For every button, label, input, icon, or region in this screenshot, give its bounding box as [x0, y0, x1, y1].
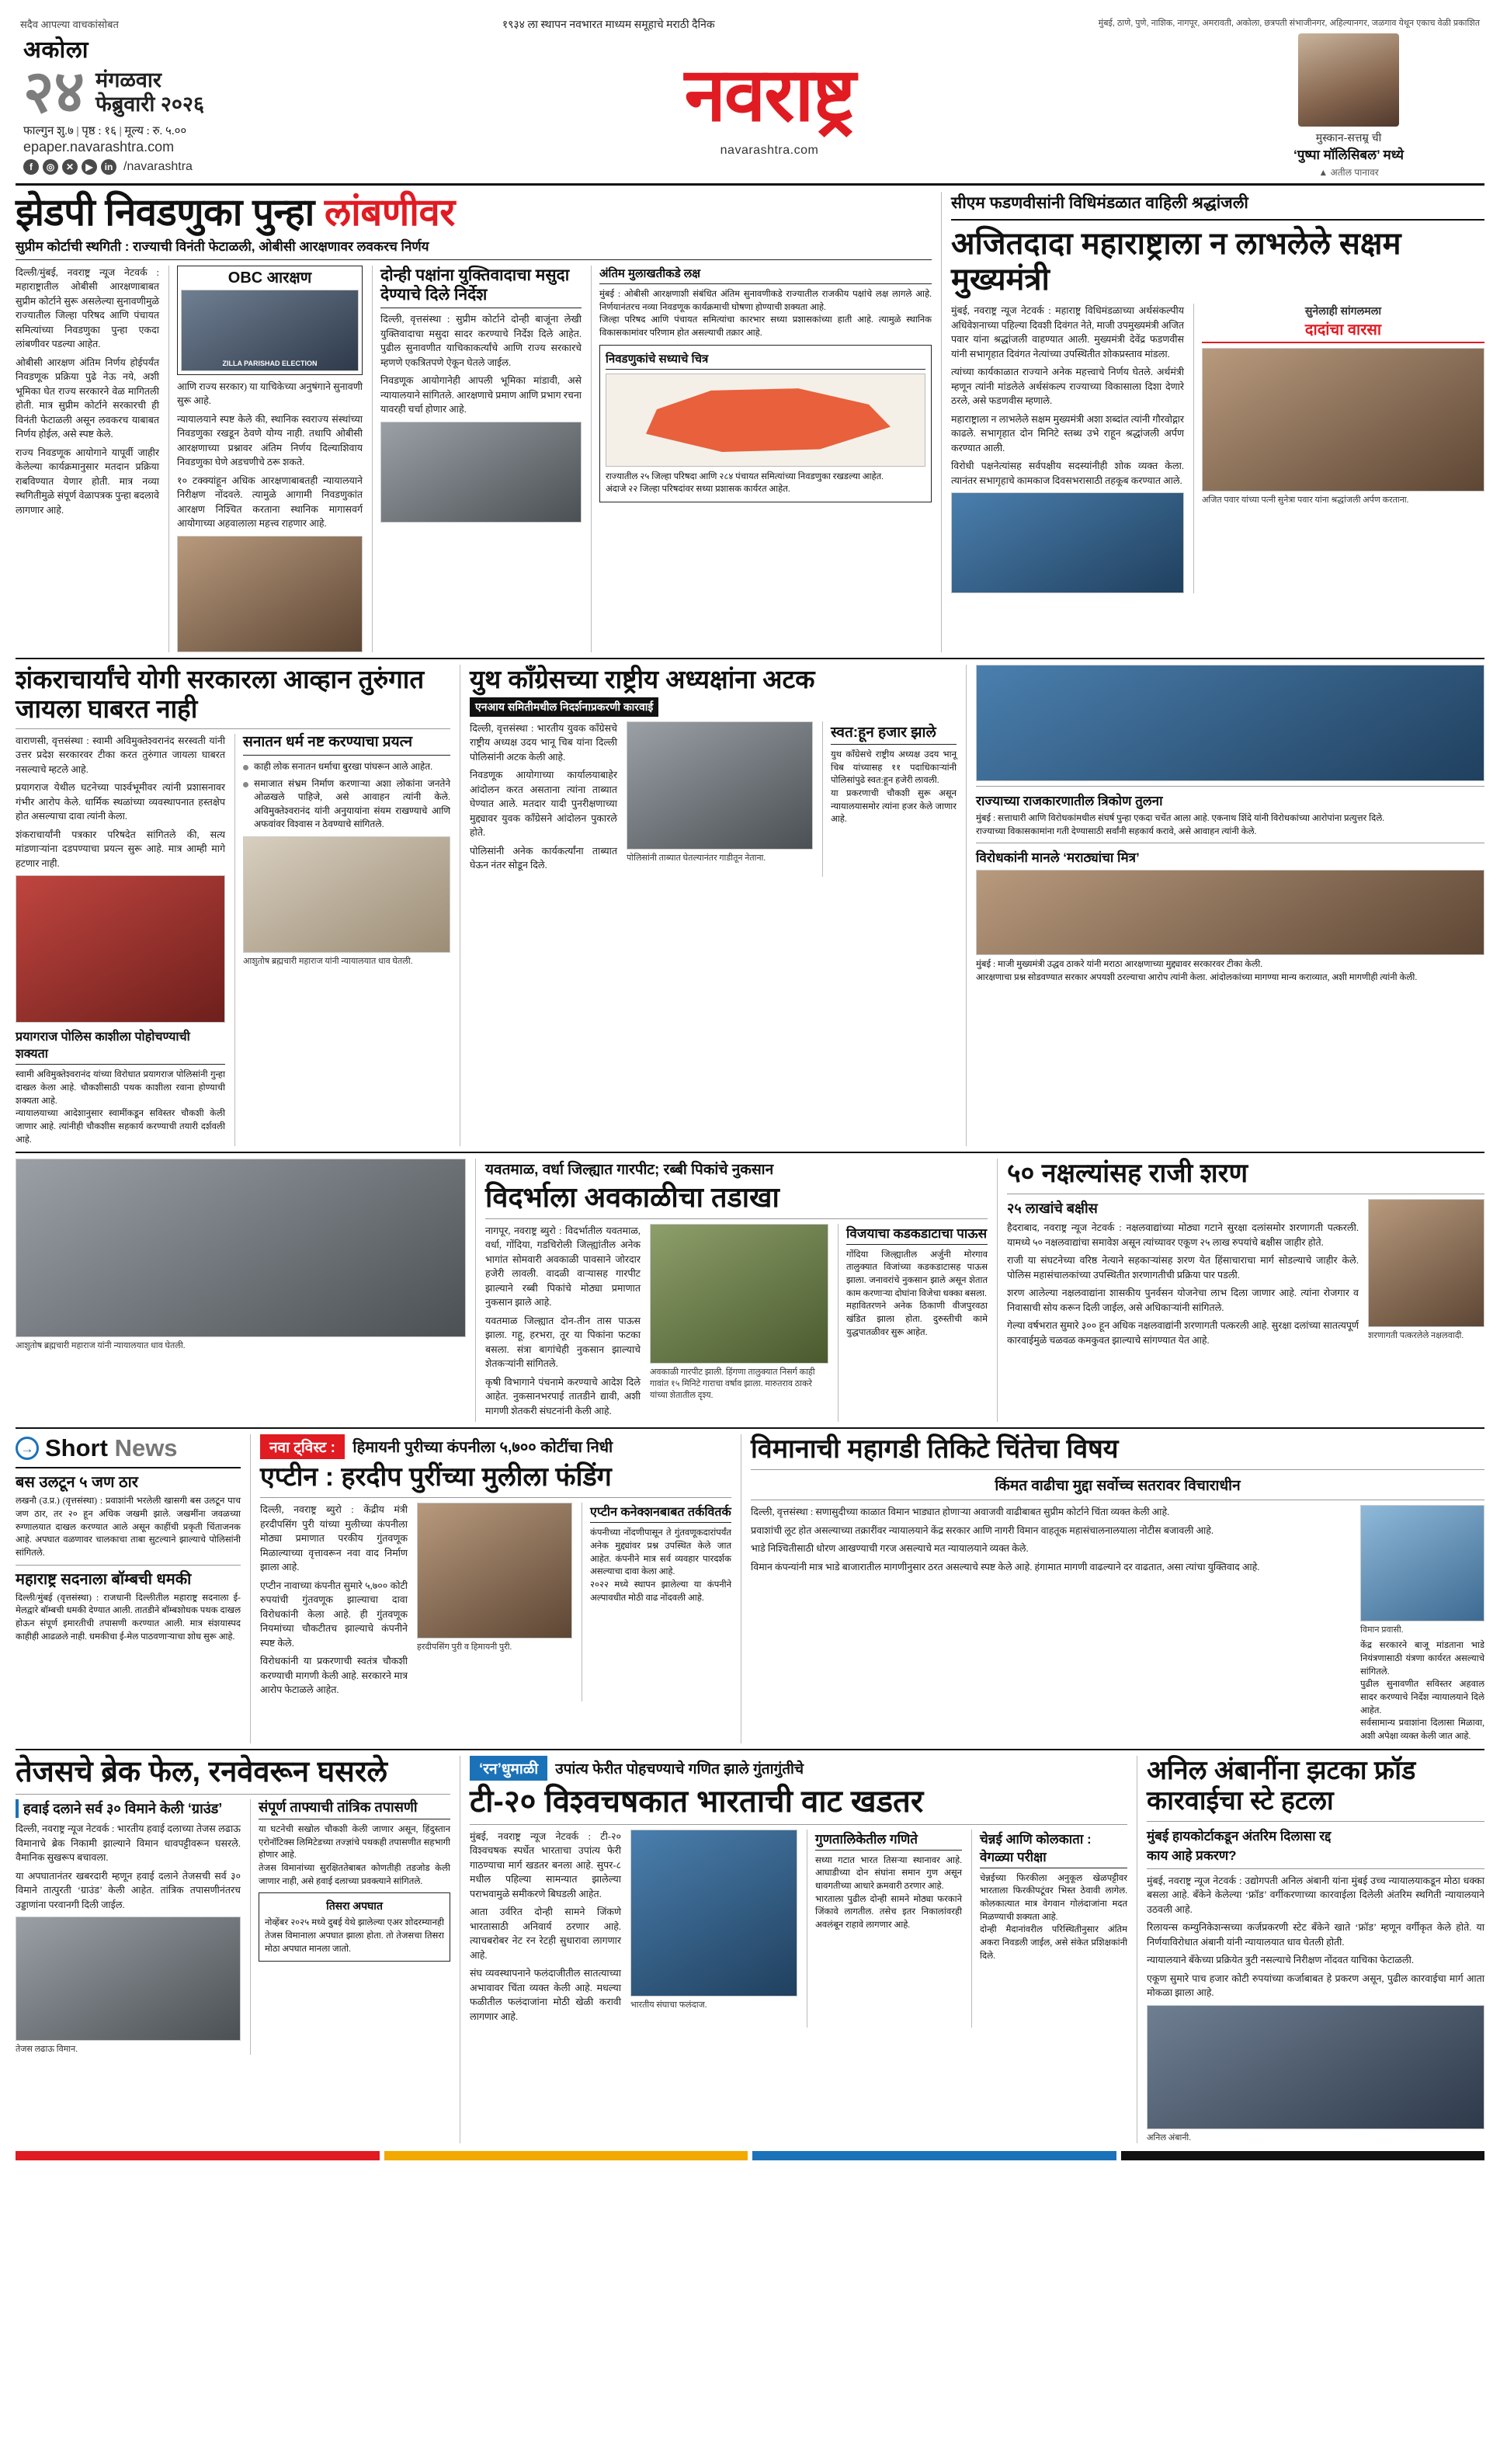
month-year: फेब्रुवारी २०२६ — [95, 92, 204, 116]
color-bar-blue — [752, 2151, 1116, 2160]
shortnews-1-head: बस उलटून ५ जण ठार — [16, 1474, 138, 1492]
lead-col-4 — [591, 266, 932, 652]
lead-headline-red: लांबणीवर — [324, 192, 455, 234]
obc-kicker: OBC आरक्षण — [227, 269, 312, 287]
hardeep-ribbon-rest: हिमायनी पुरीच्या कंपनीला ५,७०० कोटींचा निधी — [352, 1439, 613, 1457]
hardeep-ribbon: नवा ट्विस्ट : — [260, 1434, 345, 1459]
uddhav-headline: विरोधकांनी मानले ‘मराठ्यांचा मित्र’ — [976, 850, 1140, 866]
youtube-icon[interactable]: ▶ — [82, 159, 97, 175]
naxal-p4: गेल्या वर्षभरात सुमारे ३०० हून अधिक नक्षलवाद्यांनी शरणागती पत्करली आहे. सुरक्षा दलांच्या सातत्यपूर्ण कारवाईमुळे चळवळ कमकुवत झाल्याचे सांगण्यात येत आहे. — [1007, 1320, 1359, 1346]
lead-col2-p3: १० टक्क्यांहून अधिक आरक्षणाबाबतही न्यायालयाने निरीक्षण नोंदवले. त्यामुळे आगामी निवडणुकांत आरक्षण निश्चित करताना स्थानिक मागासवर्ग आयोगाच्या अहवालाला महत्त्व राहणार आहे. — [177, 474, 363, 530]
lead-col1-p2: ओबीसी आरक्षण अंतिम निर्णय होईपर्यंत निवडणूक प्रक्रिया पुढे नेऊ नये, अशी भूमिका घेत राज्य सरकारने वेळ मागितली होती. मात्र सुप्रीम कोर्टाने सरकारची ही विनंती फेटाळली असून लवकरच याबाबत निर्णय होईल, असे स्पष्ट केले. — [16, 356, 159, 440]
ambani-headline: अनिल अंबानींना झटका फ्रॉड कारवाईचा स्टे हटला — [1147, 1755, 1416, 1816]
politics-minis — [966, 665, 1484, 1146]
cricket-mid-p1: सध्या गटात भारत तिसऱ्या स्थानावर आहे. आघाडीच्या दोन संघांना समान गुण असून धावगतीच्या आधारे क्रमवारी ठरणार आहे. — [815, 1855, 962, 1892]
fourth-band — [16, 1434, 1484, 1743]
social-row — [23, 159, 326, 175]
tejas-sidebox-p2: तेजस विमानांच्या सुरक्षिततेबाबत कोणतीही तडजोड केली जाणार नाही, असे हवाई दलाच्या प्रवक्त्याने सांगितले. — [259, 1864, 450, 1886]
ambani-sub2: काय आहे प्रकरण? — [1147, 1847, 1237, 1863]
hardeep-photo — [417, 1503, 572, 1639]
edition-city: अकोला — [23, 37, 89, 64]
shortnews-1-body: लखनौ (उ.प्र.) (वृत्तसंस्था) : प्रवाशांनी भरलेली खासगी बस उलटून पाच जण ठार, तर २० हून अधिक जखमी झाले. जखमींना जवळच्या रुग्णालयात दाखल करण्यात आले असून काहींची प्रकृती चिंताजनक आहे. अपघात वळणावर चालकाचा ताबा सुटल्याने झाल्याचे पोलिसांनी सांगितले. — [16, 1496, 241, 1558]
naxal-photo-caption: शरणागती पत्करलेले नक्षलवादी. — [1368, 1331, 1464, 1341]
uddhav-p1: मुंबई : माजी मुख्यमंत्री उद्धव ठाकरे यांनी मराठा आरक्षणाच्या मुद्द्यावर सरकारवर टीका केली. — [976, 960, 1263, 970]
shank-second-p2: न्यायालयाच्या आदेशानुसार स्वामींकडून सविस्तर चौकशी केली जाणार आहे. त्यांनीही चौकशीस सहकार्य करण्याची तयारी दर्शवली आहे. — [16, 1109, 225, 1145]
shankaracharya-headline: शंकराचार्यांचे योगी सरकारला आव्हान तुरुंगात जायला घाबरत नाही — [16, 664, 425, 723]
date-number: २४ — [23, 59, 85, 126]
shank-p3: शंकराचार्यांनी पत्रकार परिषदेत सांगितले की, सत्य मांडणाऱ्यांना दडपण्याचा प्रयत्न सुरू आहे. मात्र आम्ही मागे हटणार नाही. — [16, 829, 225, 869]
naxal-p1: हैदराबाद, नवराष्ट्र न्यूज नेटवर्क : नक्षलवाद्यांच्या मोठ्या गटाने सुरक्षा दलांसमोर शरणागती पत्करली. यामध्ये ५० नक्षलवाद्यांचा समावेश असून त्यांच्यावर एकूण २५ लाख रुपयांचे बक्षीस जाहीर होते. — [1007, 1222, 1359, 1248]
tejas-mini-body: नोव्हेंबर २०२५ मध्ये दुबई येथे झालेल्या एअर शोदरम्यानही तेजस विमानाला अपघात झाला होता. तो तेजसचा तिसरा मोठा अपघात मानला जातो. — [265, 1918, 444, 1954]
third-band — [16, 1159, 1484, 1422]
shank-rally-photo — [16, 1159, 466, 1337]
lead-col2-p1: आणि राज्य सरकार) या याचिकेच्या अनुषंगाने सुनावणी सुरू आहे. — [177, 381, 363, 407]
mapbox-p2: अंदाजे २२ जिल्हा परिषदांवर सध्या प्रशासक कार्यरत आहेत. — [606, 485, 790, 495]
yc-sidebar-head: स्वत:हून हजार झाले — [831, 721, 957, 745]
shortnews-2-body: दिल्ली/मुंबई (वृत्तसंस्था) : राजधानी दिल्लीतील महाराष्ट्र सदनाला ई-मेलद्वारे बॉम्बची धमकी देण्यात आली. तातडीने बॉम्बशोधक पथक दाखल होऊन संपूर्ण इमारतीची तपासणी करण्यात आली. मात्र संशयास्पद काहीही आढळले नाही. धमकीचा ई-मेल पाठवणाऱ्याचा शोध सुरू आहे. — [16, 1593, 241, 1642]
tejas-p1: दिल्ली, नवराष्ट्र न्यूज नेटवर्क : भारतीय हवाई दलाच्या तेजस लढाऊ विमानाचे ब्रेक निकामी झाल्याने विमान धावपट्टीवरून घसरले. वैमानिक सुखरूप बचावला. — [16, 1823, 241, 1864]
social-handle: /navarashtra — [123, 159, 193, 173]
airfare-p2: प्रवाशांची लूट होत असल्याच्या तक्रारींवर न्यायालयाने केंद्र सरकार आणि नागरी विमान वाहतूक महासंचालनालयाला नोटीस बजावली आहे. — [751, 1524, 1214, 1536]
color-bar-black — [1121, 2151, 1485, 2160]
cricket-photo-caption: भारतीय संघाचा फलंदाज. — [630, 2000, 707, 2010]
naxal-sub: २५ लाखांचे बक्षीस — [1007, 1201, 1098, 1217]
shank-rally-caption: आशुतोष ब्रह्मचारी महाराज यांनी न्यायालयात धाव घेतली. — [16, 1341, 186, 1351]
shinde-headline: राज्याच्या राजकारणातील त्रिकोण तुलना — [976, 793, 1163, 808]
cm-sidebox-head1: सुनेलाही सांगलमला — [1304, 304, 1382, 317]
lead-headline-black: झेडपी निवडणुका पुन्हा — [16, 192, 325, 234]
top-strip — [16, 14, 1484, 33]
masthead-logo — [326, 55, 1213, 158]
lead-col4-head: अंतिम मुलाखतीकडे लक्ष — [599, 266, 932, 284]
footer-color-bar — [16, 2151, 1484, 2160]
vidarbha-story — [475, 1159, 988, 1422]
airfare-r2: पुढील सुनावणीत सविस्तर अहवाल सादर करण्याचे निर्देश न्यायालयाने दिले आहेत. — [1360, 1680, 1484, 1715]
cm-headline: अजितदादा महाराष्ट्राला न लाभलेले सक्षम मुख्यमंत्री — [951, 227, 1401, 297]
vidarbha-photo — [650, 1224, 828, 1364]
naxal-headline: ५० नक्षल्यांसह राजी शरण — [1007, 1159, 1248, 1189]
vidarbha-kicker: यवतमाळ, वर्धा जिल्ह्यात गारपीट; रब्बी पिकांचे नुकसान — [485, 1162, 774, 1179]
shankaracharya-story — [16, 665, 450, 1146]
vidarbha-sidebox-head: विजयाचा कडकडाटाचा पाऊस — [846, 1224, 988, 1245]
second-band — [16, 665, 1484, 1146]
instagram-icon[interactable]: ◎ — [43, 159, 58, 175]
yc-p1: दिल्ली, वृत्तसंस्था : भारतीय युवक काँग्रेसचे राष्ट्रीय अध्यक्ष उदय भानू चिब यांना दिल्ली पोलिसांनी अटक केली आहे. — [470, 722, 617, 763]
lead-col4-p1: मुंबई : ओबीसी आरक्षणाशी संबंधित अंतिम सुनावणीकडे राज्यातील राजकीय पक्षांचे लक्ष लागले आहे. निर्णयानंतरच नव्या निवडणूक कार्यक्रमाची घोषणा होण्याची शक्यता आहे. — [599, 289, 932, 312]
cm-sidebox-caption: अजित पवार यांच्या पत्नी सुनेत्रा पवार यांना श्रद्धांजली अर्पण करताना. — [1202, 495, 1409, 505]
lead-col1-p1: दिल्ली/मुंबई, नवराष्ट्र न्यूज नेटवर्क : महाराष्ट्रातील ओबीसी आरक्षणाबाबत सुप्रीम कोर्टाने सुरू असलेल्या सुनावणीमुळे राज्यातील जिल्हा परिषद आणि पंचायत समित्यांच्या निवडणुका पुन्हा एकदा लांबणीवर पडल्या आहेत. — [16, 266, 159, 350]
obc-photo-label: ZILLA PARISHAD ELECTION — [222, 359, 318, 367]
lead-col-3 — [372, 266, 582, 652]
yc-photo — [627, 721, 813, 850]
naxal-story — [997, 1159, 1484, 1422]
lead-col3-head: दोन्ही पक्षांना युक्तिवादाचा मसुदा देण्याचे दिले निर्देश — [380, 266, 582, 308]
airfare-r3: सर्वसामान्य प्रवाशांना दिलासा मिळावा, अशी अपेक्षा व्यक्त केली जात आहे. — [1360, 1719, 1484, 1742]
shank-second-head: प्रयागराज पोलिस काशीला पोहोचण्याची शक्यता — [16, 1027, 225, 1065]
cm-p3: महाराष्ट्राला न लाभलेले सक्षम मुख्यमंत्री अशा शब्दांत त्यांनी गौरवोद्गार काढले. सभागृहात दोन मिनिटे स्तब्ध उभे राहून श्रद्धांजली अर्पण करण्यात आली. — [951, 413, 1184, 454]
vidarbha-sidebox-p2: महावितरणने अनेक ठिकाणी वीजपुरवठा खंडित झाला होता. दुरुस्तीची कामे युद्धपातळीवर सुरू आहेत. — [846, 1302, 988, 1337]
cricket-sub2-p1: चेन्नईच्या फिरकीला अनुकूल खेळपट्टीवर भारताला फिरकीपटूंवर भिस्त ठेवावी लागेल. कोलकात्यात मात्र वेगवान गोलंदाजांना मदत मिळण्याची शक्यता आहे. — [980, 1873, 1127, 1922]
hardeep-p1: दिल्ली, नवराष्ट्र ब्युरो : केंद्रीय मंत्री हरदीपसिंग पुरी यांच्या मुलीच्या कंपनीला मोठ्या प्रमाणात परकीय गुंतवणूक मिळाल्याच्या वृत्तावरून नवा वाद निर्माण झाला आहे. — [260, 1504, 408, 1573]
cricket-mid-p2: भारताला पुढील दोन्ही सामने मोठ्या फरकाने जिंकावे लागतील. तसेच इतर निकालांवरही अवलंबून राहावे लागणार आहे. — [815, 1894, 962, 1931]
shinde-p1: मुंबई : सत्ताधारी आणि विरोधकांमधील संघर्ष पुन्हा एकदा चर्चेत आला आहे. एकनाथ शिंदे यांनी विरोधकांच्या आरोपांना प्रत्युत्तर दिले. — [976, 813, 1385, 823]
twitter-x-icon[interactable]: ✕ — [62, 159, 78, 175]
shank-p2: प्रयागराज येथील घटनेच्या पार्श्वभूमीवर त्यांनी प्रशासनावर गंभीर आरोप केले. धार्मिक स्थळांच्या व्यवस्थापनात हस्तक्षेप होत असल्याचा दावा त्यांनी केला. — [16, 782, 225, 822]
hardeep-headline: एप्टीन : हरदीप पुरींच्या मुलीला फंडिंग — [260, 1462, 612, 1493]
shank-bullet-1: काही लोक सनातन धर्माचा बुरखा पांघरून आले आहेत. — [243, 760, 450, 773]
maharashtra-map-icon — [606, 374, 925, 467]
shank-bullet-2: समाजात संभ्रम निर्माण करणाऱ्या अशा लोकांना जनतेने ओळखले पाहिजे, असे आवाहन त्यांनी केले. अविमुक्तेश्वरानंद यांनी अनुयायांना संयम राखण्याचे आणि अफवांवर विश्वास न ठेवण्याचे सांगितले. — [243, 777, 450, 832]
linkedin-icon[interactable]: in — [101, 159, 116, 175]
vid-p2: यवतमाळ जिल्ह्यात दोन-तीन तास पाऊस झाला. गहू, हरभरा, तूर या पिकांना फटका बसला. संत्रा बागांचेही नुकसान झाल्याचे शेतकऱ्यांनी सांगितले. — [485, 1315, 641, 1370]
tejas-sidebox-head: संपूर्ण ताफ्याची तांत्रिक तपासणी — [259, 1799, 450, 1819]
facebook-icon[interactable]: f — [23, 159, 39, 175]
cricket-p1: मुंबई, नवराष्ट्र न्यूज नेटवर्क : टी-२० विश्वचषक स्पर्धेत भारताचा उपांत्य फेरी गाठण्याचा मार्ग खडतर बनला आहे. सुपर-८ मधील पहिल्या सामन्यात झालेल्या पराभवामुळे समीकरणे बिघडली आहेत. — [470, 1830, 621, 1899]
issue-meta: फाल्गुन शु.७ | पृष्ठ : १६ | मूल्य : रु. ५.०० — [23, 125, 187, 138]
airfare-sub: किंमत वाढीचा मुद्दा सर्वोच्च सतरावर विचाराधीन — [995, 1478, 1241, 1495]
lead-speaker-photo — [177, 536, 363, 652]
yc-tagline: एनआय समितीमधील निदर्शनाप्रकरणी कारवाई — [470, 697, 658, 717]
shank-sub-right-head: सनातन धर्म नष्ट करण्याचा प्रयत्न — [243, 734, 450, 756]
hardeep-p3: विरोधकांनी या प्रकरणाची स्वतंत्र चौकशी करण्याची मागणी केली आहे. सरकारने मात्र आरोप फेटाळले आहेत. — [260, 1656, 408, 1696]
website-url[interactable]: navarashtra.com — [720, 143, 819, 157]
lead-col3-p2: निवडणूक आयोगानेही आपली भूमिका मांडावी, असे न्यायालयाने सांगितले. आरक्षणाचे प्रमाण आणि प्रभाग रचना यावरही चर्चा होणार आहे. — [380, 375, 582, 415]
hardeep-sidebox-p1: कंपनीच्या नोंदणीपासून ते गुंतवणूकदारांपर्यंत अनेक मुद्द्यांवर प्रश्न उपस्थित केले जात आहेत. कंपनीने मात्र सर्व व्यवहार पारदर्शक असल्याचा दावा केला आहे. — [590, 1528, 731, 1577]
arrow-right-icon: → — [16, 1437, 39, 1460]
lead-story — [16, 192, 932, 652]
promo-line1: मुस्कान-सत्तम्र्र ची — [1315, 131, 1382, 144]
lead-col-1 — [16, 266, 159, 652]
mapbox-head: निवडणुकांचे सध्याचे चित्र — [606, 351, 925, 370]
vid-p1: नागपूर, नवराष्ट्र ब्युरो : विदर्भातील यवतमाळ, वर्धा, गोंदिया, गडचिरोली जिल्ह्यांतील अनेक भागांत सोमवारी अवकाळी पावसाने जोरदार हजेरी लावली. वादळी वाऱ्यासह गारपीट झाल्याने रब्बी पिकांचे मोठ्या प्रमाणात नुकसान झाले आहे. — [485, 1225, 641, 1308]
cm-story — [941, 192, 1484, 652]
yc-sidebar-p1: युथ काँग्रेसचे राष्ट्रीय अध्यक्ष उदय भानू चिब यांच्यासह ११ पदाधिकाऱ्यांनी पोलिसांपुढे स्वत:हून हजेरी लावली. — [831, 749, 957, 786]
cricket-photo — [630, 1830, 797, 1997]
lead-headline — [16, 192, 932, 235]
newspaper-title: नवराष्ट्र — [684, 53, 855, 137]
naxal-p2: राजी या संघटनेच्या वरिष्ठ नेत्याने सहकाऱ्यांसह शरण येत हिंसाचाराचा मार्ग सोडल्याचे जाहीर केले. पोलिस महासंचालकांच्या उपस्थितीत शरणागतीची प्रक्रिया पार पडली. — [1007, 1255, 1359, 1281]
airfare-story — [741, 1434, 1484, 1743]
election-map-box — [599, 345, 932, 502]
yc-headline: युथ काँग्रेसच्या राष्ट्रीय अध्यक्षांना अटक — [470, 664, 815, 693]
vidarbha-sidebox-p1: गोंदिया जिल्ह्यातील अर्जुनी मोरगाव तालुक्यात विजांच्या कडकडाटासह पाऊस झाला. जनावरांचे नुकसान झाले असून शेतात काम करणाऱ्या दोघांना विजेचा धक्का बसला. — [846, 1249, 988, 1298]
naxal-photo — [1368, 1199, 1484, 1327]
vidarbha-photo-caption: अवकाळी गारपीट झाली. हिंगणा तालुक्यात निसर्ग काही गावांत १५ मिनिटे गाराचा वर्षाव झाला. मारुतराव ठाकरे यांच्या शेतातील दृश्य. — [650, 1367, 815, 1400]
shortnews-2-head: महाराष्ट्र सदनाला बॉम्बची धमकी — [16, 1570, 192, 1588]
vid-p3: कृषी विभागाने पंचनामे करण्याचे आदेश दिले आहेत. नुकसानभरपाई तातडीने द्यावी, अशी मागणी शेतकरी संघटनांनी केली आहे. — [485, 1376, 641, 1416]
shankaracharya-continued — [16, 1159, 466, 1422]
cm-p4: विरोधी पक्षनेत्यांसह सर्वपक्षीय सदस्यांनीही शोक व्यक्त केला. त्यानंतर सभागृहाचे कामकाज दिवसभरासाठी तहकूब करण्यात आले. — [951, 460, 1184, 486]
color-bar-yellow — [384, 2151, 748, 2160]
obc-graphic — [177, 266, 363, 375]
cricket-p2: आता उर्वरित दोन्ही सामने जिंकणे भारतासाठी अनिवार्य ठरणार आहे. त्याचबरोबर नेट रन रेटही सुधारावा लागणार आहे. — [470, 1906, 621, 1961]
airfare-photo — [1360, 1505, 1484, 1621]
airfare-p1: दिल्ली, वृत्तसंस्था : सणासुदीच्या काळात विमान भाड्यात होणाऱ्या अवाजवी वाढीबाबत सुप्रीम कोर्टाने चिंता व्यक्त केली आहे. — [751, 1507, 1170, 1518]
yc-photo-caption: पोलिसांनी ताब्यात घेतल्यानंतर गाडीतून नेताना. — [627, 853, 766, 863]
short-news-section — [16, 1434, 241, 1743]
short-news-item[interactable] — [16, 1473, 241, 1559]
cricket-ribbon: ‘रन’धुमाळी — [470, 1756, 547, 1781]
cricket-sub2-p2: दोन्ही मैदानांवरील परिस्थितीनुसार अंतिम अकरा निवडली जाईल, असे संकेत प्रशिक्षकांनी दिले. — [980, 1925, 1127, 1961]
promo-photo — [1298, 33, 1399, 127]
ambani-p4: एकूण सुमारे पाच हजार कोटी रुपयांच्या कर्जाबाबत हे प्रकरण असून, पुढील कारवाईचा मार्ग आता मोकळा झाला आहे. — [1147, 1972, 1484, 1999]
mapbox-p1: राज्यातील २५ जिल्हा परिषदा आणि २८४ पंचायत समित्यांच्या निवडणुका रखडल्या आहेत. — [606, 471, 884, 481]
cm-p1: मुंबई, नवराष्ट्र न्यूज नेटवर्क : महाराष्ट्र विधिमंडळाच्या अर्थसंकल्पीय अधिवेशनाच्या पहिल्या दिवशी दिवंगत नेते, माजी उपमुख्यमंत्री अजित पवार यांना श्रद्धांजली वाहण्यात आली. मुख्यमंत्री देवेंद्र फडणवीस यांनी सभागृहात दिवंगत नेत्यांच्या उपस्थितीत शोकप्रस्ताव मांडला. — [951, 305, 1184, 360]
lead-col2-p2: न्यायालयाने स्पष्ट केले की, स्थानिक स्वराज्य संस्थांच्या निवडणुका रखडून ठेवणे योग्य नाही. तथापि ओबीसी आरक्षणाच्या प्रश्नावर अंतिम निर्णय दिल्याशिवाय निवडणुका घेणे अडचणीचे ठरू शकते. — [177, 413, 363, 468]
shinde-photo — [976, 665, 1484, 781]
obc-photo — [181, 290, 359, 371]
cricket-p3: संघ व्यवस्थापनाने फलंदाजीतील सातत्याच्या अभावावर चिंता व्यक्त केली आहे. मधल्या फळीतील फलंदाजांना मोठी खेळी करावी लागणार आहे. — [470, 1968, 621, 2022]
masthead — [16, 33, 1484, 186]
lead-col1-p3: राज्य निवडणूक आयोगाने यापूर्वी जाहीर केलेल्या कार्यक्रमानुसार मतदान प्रक्रिया राबविण्यात येणार होती. मात्र नव्या स्थगितीमुळे संपूर्ण वेळापत्रक पुन्हा बदलावे लागणार आहे. — [16, 447, 159, 516]
youth-congress-story — [460, 665, 957, 1146]
cm-body-col — [951, 304, 1184, 593]
short-news-title-b: News — [114, 1434, 178, 1462]
airfare-p3: भाडे निश्चितीसाठी धोरण आखण्याची गरज असल्याचे मत न्यायालयाने व्यक्त केले. — [751, 1543, 1029, 1555]
yc-sidebar-p2: या प्रकरणाची चौकशी सुरू असून न्यायालयासमोर त्यांना हजर केले जाणार आहे. — [831, 788, 957, 825]
shank-second-p1: स्वामी अविमुक्तेश्वरानंद यांच्या विरोधात प्रयागराज पोलिसांनी गुन्हा दाखल केला आहे. चौकशीसाठी पथक काशीला रवाना होण्याची शक्यता आहे. — [16, 1070, 225, 1106]
lead-col4-p2: जिल्हा परिषद आणि पंचायत समित्यांचा कारभार सध्या प्रशासकांच्या हाती आहे. त्यामुळे स्थानिक विकासकामांवर परिणाम होत असल्याची तक्रार आहे. — [599, 315, 932, 338]
shank-court-photo — [243, 836, 450, 953]
shank-photo-caption: आशुतोष ब्रह्मचारी महाराज यांनी न्यायालयात धाव घेतली. — [243, 956, 413, 966]
hardeep-photo-caption: हरदीपसिंग पुरी व हिमायनी पुरी. — [417, 1642, 512, 1653]
ambani-photo — [1147, 2005, 1484, 2129]
ambani-photo-caption: अनिल अंबानी. — [1147, 2132, 1192, 2143]
shankaracharya-photo — [16, 875, 225, 1023]
naxal-p3: शरण आलेल्या नक्षलवाद्यांना शासकीय पुनर्वसन योजनेचा लाभ दिला जाणार आहे. त्यांना रोजगार व निवासाची सोय करून दिली जाईल, असे अधिकाऱ्यांनी सांगितले. — [1007, 1288, 1359, 1313]
editions-line: मुंबई, ठाणे, पुणे, नाशिक, नागपूर, अमरावती, अकोला, छत्रपती संभाजीनगर, अहिल्यानगर, जळगाव येथून एकाच वेळी प्रकाशित — [1098, 19, 1480, 28]
promo-line2: ‘पुष्पा मॉलिसिबल’ मध्ये — [1293, 148, 1404, 162]
lead-col3-photo — [380, 422, 582, 523]
yc-p3: पोलिसांनी अनेक कार्यकर्त्यांना ताब्यात घेऊन नंतर सोडून दिले. — [470, 845, 617, 871]
ambani-story — [1137, 1756, 1484, 2143]
cricket-mid-head: गुणतालिकेतील गणिते — [815, 1830, 962, 1851]
day-of-week: मंगळवार — [95, 68, 161, 92]
vidarbha-headline: विदर्भाला अवकाळीचा तडाखा — [485, 1181, 780, 1214]
map-shape — [630, 385, 901, 455]
short-news-title-a: Short — [45, 1434, 108, 1462]
cm-photo — [951, 492, 1184, 593]
lead-col3-p1: दिल्ली, वृत्तसंस्था : सुप्रीम कोर्टाने दोन्ही बाजूंना लेखी युक्तिवादाचा मसुदा सादर करण्याचे निर्देश दिले आहेत. पुढील सुनावणीत याचिकाकर्त्यांचे आणि राज्य सरकारचे म्हणणे एकत्रितपणे ऐकून घेतले जाईल. — [380, 314, 582, 368]
tejas-photo-caption: तेजस लढाऊ विमान. — [16, 2045, 78, 2055]
cm-sidebox-photo — [1202, 348, 1484, 492]
airfare-photo-caption: विमान प्रवासी. — [1360, 1625, 1404, 1635]
founded-line: १९३४ ला स्थापन नवभारत माध्यम समूहाचे मराठी दैनिक — [502, 19, 715, 31]
date-block — [16, 37, 326, 174]
ambani-sub: मुंबई हायकोर्टाकडून अंतरिम दिलासा रद्द — [1147, 1828, 1332, 1844]
ambani-p2: रिलायन्स कम्युनिकेशन्सच्या कर्जप्रकरणी स्टेट बँकेने खाते ‘फ्रॉड’ म्हणून वर्गीकृत केले होते. या निर्णयाविरोधात अंबानी यांनी न्यायालयात धाव घेतली होती. — [1147, 1922, 1484, 1948]
cm-kicker: सीएम फडणवीसांनी विधिमंडळात वाहिली श्रद्धांजली — [951, 194, 1248, 212]
tejas-p2: या अपघातानंतर खबरदारी म्हणून हवाई दलाने तेजसची सर्व ३० विमाने तात्पुरती ‘ग्राउंड’ केली आहेत. तांत्रिक तपासणीनंतरच उड्डाणांना परवानगी दिली जाईल. — [16, 1870, 241, 1910]
short-news-header — [16, 1434, 241, 1462]
tejas-story — [16, 1756, 450, 2143]
fifth-band — [16, 1756, 1484, 2143]
cricket-story — [460, 1756, 1127, 2143]
tejas-photo — [16, 1917, 241, 2041]
hardeep-story — [250, 1434, 731, 1743]
hardeep-sidebox-head: एप्टीन कनेक्शनबाबत तर्कवितर्क — [590, 1503, 731, 1523]
ambani-p1: मुंबई, नवराष्ट्र न्यूज नेटवर्क : उद्योगपती अनिल अंबानी यांना मुंबई उच्च न्यायालयाकडून मोठा धक्का बसला आहे. बँकेने केलेल्या ‘फ्रॉड’ वर्गीकरणाच्या कारवाईला दिलेली अंतरिम स्थगिती न्यायालयाने उठवली आहे. — [1147, 1875, 1484, 1915]
epaper-link[interactable]: epaper.navarashtra.com — [23, 138, 175, 155]
airfare-r1: केंद्र सरकारने बाजू मांडताना भाडे नियंत्रणासाठी यंत्रणा कार्यरत असल्याचे सांगितले. — [1360, 1641, 1484, 1677]
tejas-sub-head: हवाई दलाने सर्व ३० विमाने केली ‘ग्राउंड’ — [16, 1799, 241, 1818]
masthead-promo[interactable] — [1213, 33, 1484, 179]
tejas-sidebox-p1: या घटनेची सखोल चौकशी केली जाणार असून, हिंदुस्तान एरोनॉटिक्स लिमिटेडच्या तज्ज्ञांचे पथकही तपासणीत सहभागी होणार आहे. — [259, 1825, 450, 1861]
airfare-p4: विमान कंपन्यांनी मात्र भाडे बाजारातील मागणीनुसार ठरत असल्याचे स्पष्ट केले आहे. हंगामात मागणी वाढल्याने दर वाढतात, असा त्यांचा युक्तिवाद आहे. — [751, 1561, 1260, 1573]
top-tagline: सदैव आपल्या वाचकांसोबत — [20, 19, 119, 30]
shank-bullets — [243, 760, 450, 832]
promo-line3: ▲ अतील पानावर — [1318, 167, 1379, 178]
airfare-headline: विमानाची महागडी तिकिटे चिंतेचा विषय — [751, 1434, 1119, 1465]
tejas-headline: तेजसचे ब्रेक फेल, रनवेवरून घसरले — [16, 1755, 387, 1788]
tejas-mini-head: तिसरा अपघात — [326, 1899, 383, 1913]
lead-col-2 — [168, 266, 363, 652]
hardeep-p2: एप्टीन नावाच्या कंपनीत सुमारे ५,७०० कोटी रुपयांची गुंतवणूक झाल्याचा दावा विरोधकांनी केला आहे. ही गुंतवणूक नियमांच्या चौकटीतच झाल्याचे कंपनीने स्पष्ट केले. — [260, 1580, 408, 1649]
cm-sidebox — [1193, 304, 1484, 593]
cm-p2: त्यांच्या कार्यकाळात राज्याने अनेक महत्त्वाचे निर्णय घेतले. अर्थमंत्री म्हणून त्यांनी मांडलेले अर्थसंकल्प राज्याच्या विकासाला दिशा देणारे ठरले, असे फडणवीस म्हणाले. — [951, 367, 1184, 406]
hardeep-sidebox-p2: २०२२ मध्ये स्थापन झालेल्या या कंपनीने अल्पावधीत मोठी वाढ नोंदवली आहे. — [590, 1580, 731, 1603]
shinde-p2: राज्याच्या विकासकामांना गती देण्यासाठी सर्वांनी सहकार्य करावे, असे आवाहन त्यांनी केले. — [976, 826, 1257, 836]
lead-subhead: सुप्रीम कोर्टाची स्थगिती : राज्याची विनंती फेटाळली, ओबीसी आरक्षणावर लवकरच निर्णय — [16, 238, 932, 260]
ambani-p3: न्यायालयाने बँकेच्या प्रक्रियेत त्रुटी नसल्याचे निरीक्षण नोंदवत याचिका फेटाळली. — [1147, 1955, 1414, 1966]
uddhav-photo — [976, 870, 1484, 955]
short-news-item[interactable] — [16, 1570, 241, 1644]
tejas-mini-box — [259, 1892, 450, 1962]
yc-p2: निवडणूक आयोगाच्या कार्यालयाबाहेर आंदोलन करत असताना त्यांना ताब्यात घेण्यात आले. मतदार यादी पुनरीक्षणाच्या मुद्द्यावर युवक काँग्रेसने आंदोलन पुकारले होते. — [470, 770, 617, 839]
cricket-sub-head2: चेन्नई आणि कोलकाता : वेगळ्या परीक्षा — [980, 1830, 1127, 1868]
cm-sidebox-head2: दादांचा वारसा — [1202, 318, 1484, 343]
color-bar-red — [16, 2151, 380, 2160]
cricket-ribbon-sub: उपांत्य फेरीत पोहचण्याचे गणित झाले गुंतागुंतीचे — [555, 1760, 804, 1778]
shank-p1: वाराणसी, वृत्तसंस्था : स्वामी अविमुक्तेश्वरानंद सरस्वती यांनी उत्तर प्रदेश सरकारवर टीका करत तुरुंगात जायला घाबरत नसल्याचे म्हटले आहे. — [16, 735, 225, 775]
cricket-headline: टी-२० विश्वचषकात भारताची वाट खडतर — [470, 1784, 924, 1819]
uddhav-p2: आरक्षणाचा प्रश्न सोडवण्यात सरकार अपयशी ठरल्याचा आरोप त्यांनी केला. आंदोलकांच्या मागण्या मान्य कराव्यात, अशी मागणीही त्यांनी केली. — [976, 972, 1418, 982]
